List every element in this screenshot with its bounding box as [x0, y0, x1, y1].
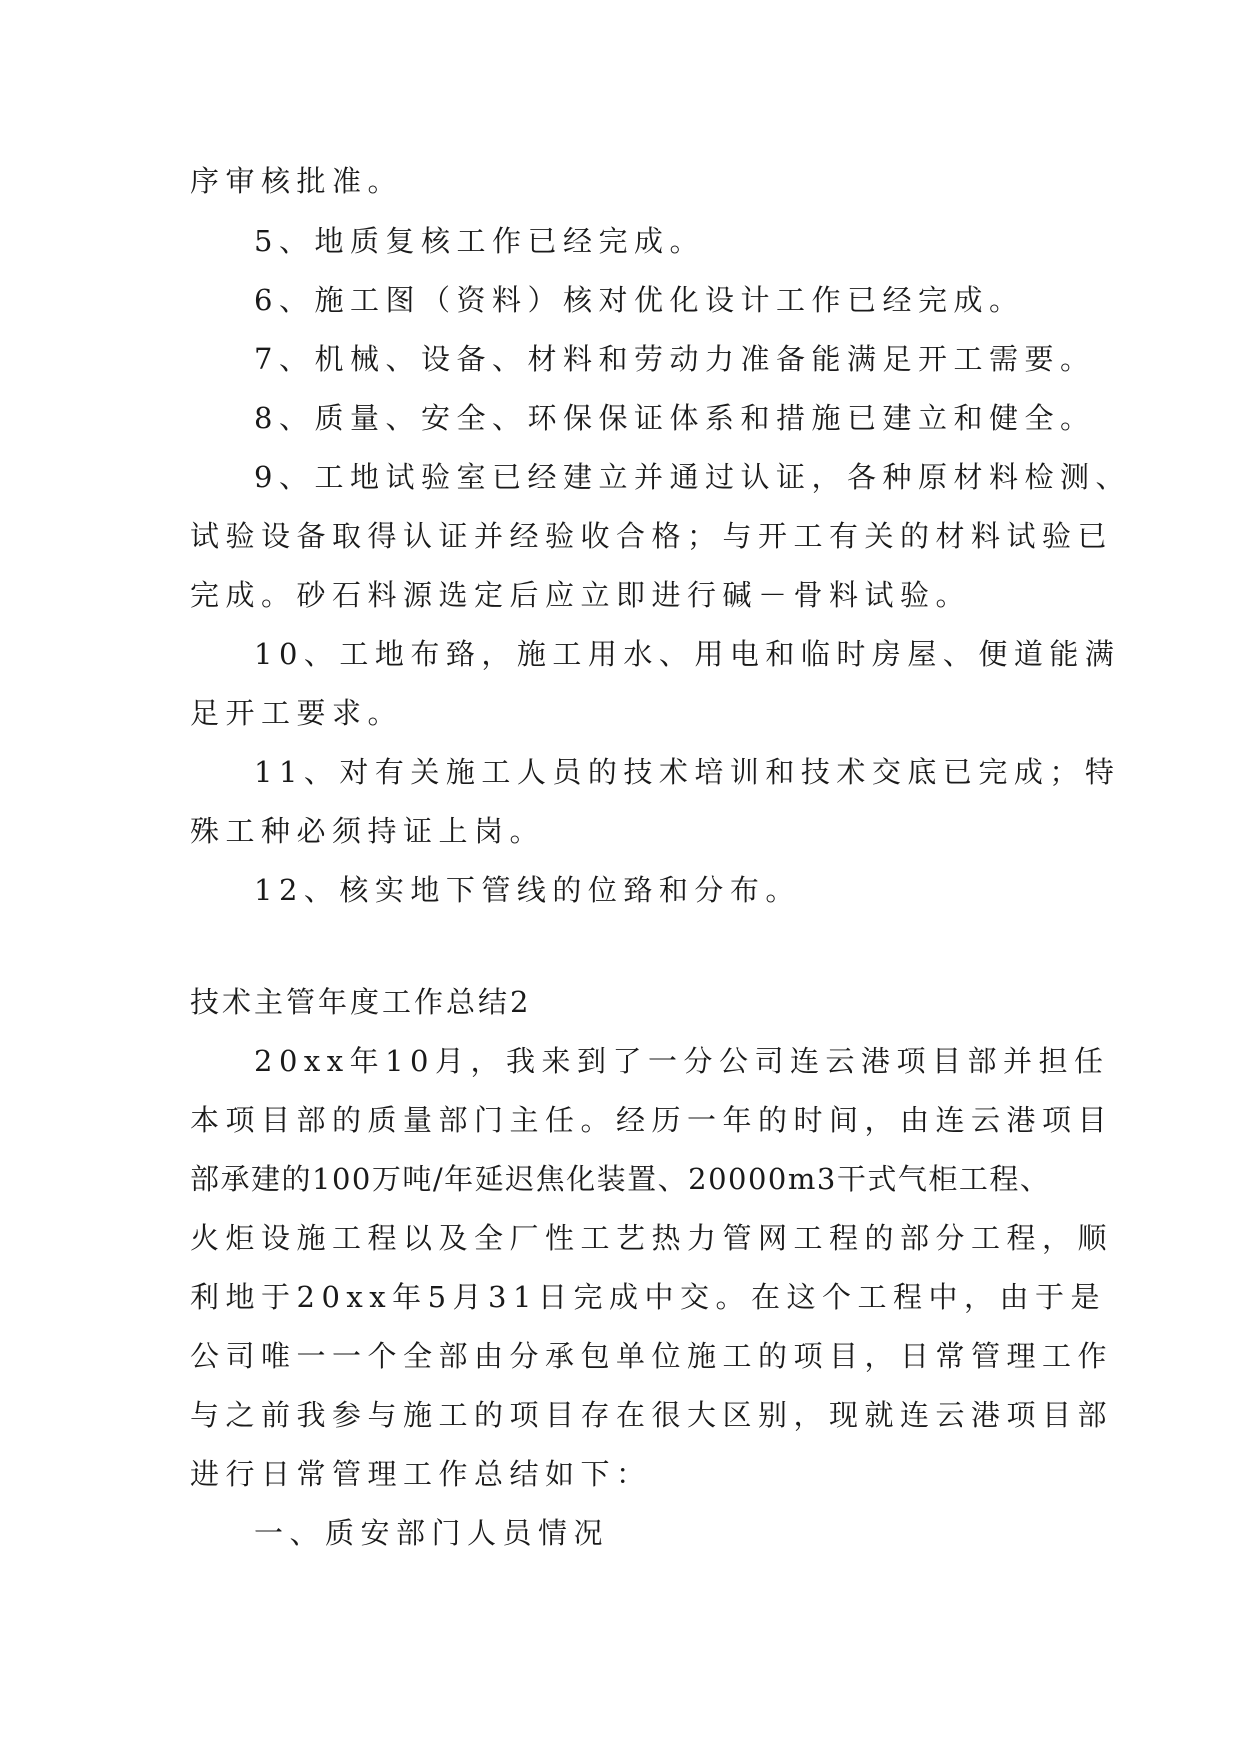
list-item: 6、施工图（资料）核对优化设计工作已经完成。 — [254, 283, 1025, 317]
text-line: 足开工要求。 — [190, 696, 404, 730]
subsection-heading: 一、质安部门人员情况 — [254, 1516, 610, 1550]
text-line: 完成。砂石料源选定后应立即进行碱－骨料试验。 — [190, 578, 972, 612]
list-item: 7、机械、设备、材料和劳动力准备能满足开工需要。 — [254, 342, 1096, 376]
paragraph-line: 进行日常管理工作总结如下： — [190, 1457, 652, 1491]
list-item: 9、工地试验室已经建立并通过认证，各种原材料检测、 — [254, 460, 1131, 494]
paragraph-line: 与之前我参与施工的项目存在很大区别，现就连云港项目部 — [190, 1398, 1114, 1432]
list-item: 12、核实地下管线的位臵和分布。 — [254, 873, 801, 907]
paragraph-line: 火炬设施工程以及全厂性工艺热力管网工程的部分工程，顺 — [190, 1221, 1114, 1255]
paragraph-line: 本项目部的质量部门主任。经历一年的时间，由连云港项目 — [190, 1103, 1114, 1137]
paragraph-line: 部承建的100万吨/年延迟焦化装置、20000m3干式气柜工程、 — [190, 1162, 1051, 1196]
list-item: 11、对有关施工人员的技术培训和技术交底已完成；特 — [254, 755, 1121, 789]
text-line: 试验设备取得认证并经验收合格；与开工有关的材料试验已 — [190, 519, 1114, 553]
list-item: 10、工地布臵，施工用水、用电和临时房屋、便道能满 — [254, 637, 1121, 671]
section-heading: 技术主管年度工作总结2 — [190, 985, 532, 1019]
list-item: 8、质量、安全、环保保证体系和措施已建立和健全。 — [254, 401, 1096, 435]
paragraph-line: 公司唯一一个全部由分承包单位施工的项目，日常管理工作 — [190, 1339, 1114, 1373]
paragraph-line: 利地于20xx年5月31日完成中交。在这个工程中，由于是 — [190, 1280, 1106, 1314]
list-item: 5、地质复核工作已经完成。 — [254, 224, 705, 258]
text-line: 序审核批准。 — [190, 164, 404, 198]
paragraph-line: 20xx年10月，我来到了一分公司连云港项目部并担任 — [254, 1044, 1110, 1078]
text-line: 殊工种必须持证上岗。 — [190, 814, 546, 848]
